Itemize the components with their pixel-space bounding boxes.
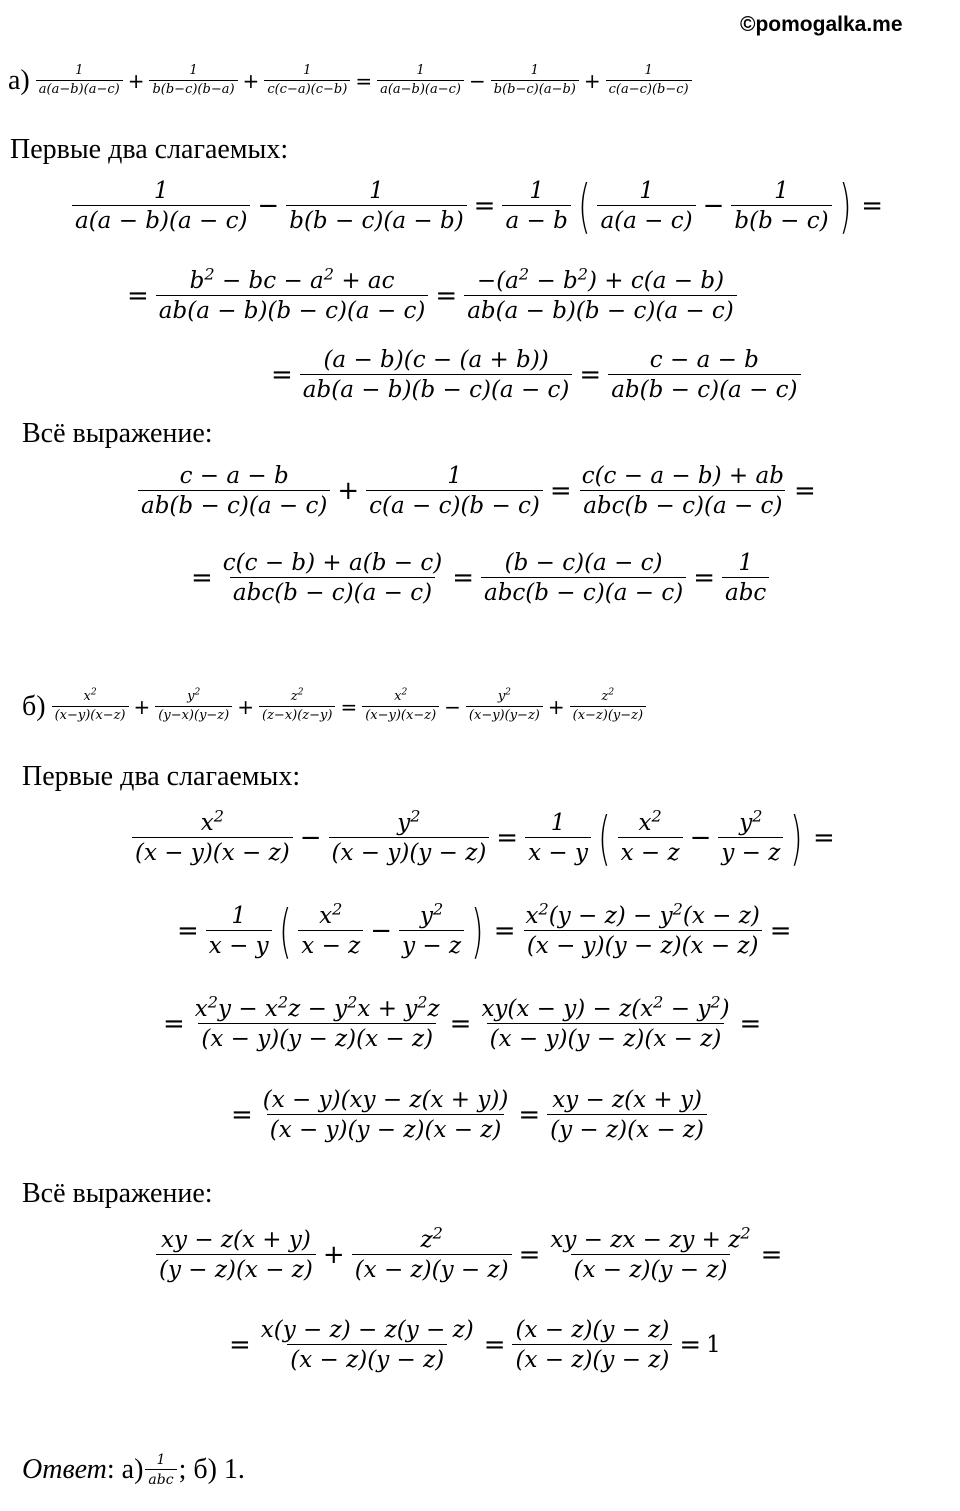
part-b-whole-label: Всё выражение: [22,1178,213,1209]
site-watermark: ©pomogalka.me [740,13,903,36]
part-b-step-2: = $\frac{1}{x - y}$ ( $\frac{x^2}{x - z}$ − $\frac{y^2}{y - z}$ ) = $\frac{x^2(y - z) - y^2(x - z)}{(x - y)(y - z)(x - z)}$ = [177,897,792,966]
part-a-step-1: $\frac{1}{a(a - b)(a - c)}$ − $\frac{1}{b(b - c)(a - b)}$ = $\frac{1}{a - b}$ ( $\frac{1}{a(a - c)}$ − $\frac{1}{b(b - c)}$ ) = [70,178,888,235]
part-b-step-4: = $\frac{(x - y)(xy - z(x + y))}{(x - y)(y - z)(x - z)}$ = $\frac{xy - z(x + y)}{(y - z)(x - z)}$ [226,1087,709,1144]
part-b-label: б) [22,690,46,722]
part-b-step-3: = $\frac{x^2y - x^2z - y^2x + y^2z}{(x - y)(y - z)(x - z)}$ = $\frac{xy(x - y) - z(x^2 - y^2)}{(x - y)(y - z)(x - z)}$ = [163,992,762,1053]
part-a-equation: а) $\frac{1}{a(a-b)(a-c)}$ + $\frac{1}{b(b-c)(b-a)}$ + $\frac{1}{c(c-a)(c-b)}$ = $\frac{1}{a(a-b)(a-c)}$ − $\frac{1}{b(b-c)(a-b)}$ + $\frac{1}{c(a-c)(b-c)}$ [8,64,694,98]
part-a-first-two-label: Первые два слагаемых: [10,134,289,165]
answer-line [22,1452,245,1488]
part-a-step-3: = $\frac{(a - b)(c - (a + b))}{ab(a - b)(b - c)(a - c)}$ = $\frac{c - a - b}{ab(b - c)(a - c)}$ [266,347,803,404]
part-a-whole-label: Всё выражение: [22,418,213,449]
answer-word: Ответ [22,1454,107,1486]
part-a-step-4: $\frac{c - a - b}{ab(b - c)(a - c)}$ + $\frac{1}{c(a - c)(b - c)}$ = $\frac{c(c - a - b) + ab}{\text{abc(b − c)(a − c)}}$ = [136,463,821,520]
part-b-equation: б) $\frac{x^2}{(x-y)(x-z)}$ + $\frac{y^2}{(y-x)(y-z)}$ + $\frac{z^2}{(z-x)(z-y)}$ = $\frac{x^2}{(x-y)(x-z)}$ − $\frac{y^2}{(x-y)(y-z)}$ + $\frac{z^2}{(x-z)(y-z)}$ [22,690,648,724]
part-b-first-two-label: Первые два слагаемых: [22,761,301,792]
part-a-label: а) [8,64,30,96]
part-a-step-5: = $\frac{c(c - b) + a(b - c)}{\text{abc(b − c)(a − c)}}$ = $\frac{(b - c)(a - c)}{\text{abc(b − c)(a − c)}}$ = $\frac{1}{\text{abc}}$ [186,550,771,607]
answer-fraction-den: abc [145,1469,176,1488]
part-a-step-2: = $\frac{b^2 - bc - a^2 + ac}{ab(a - b)(b - c)(a - c)}$ = $\frac{-(a^2 - b^2) + c(a - b)}{ab(a - b)(b - c)(a - c)}$ [122,268,739,325]
part-b-step-6: = $\frac{x(y - z) - z(y - z)}{(x - z)(y - z)}$ = $\frac{(x - z)(y - z)}{(x - z)(y - z)}$ = 1 [229,1317,721,1374]
answer-fraction [145,1452,176,1488]
answer-part-a-prefix: : а) [106,1454,144,1486]
part-b-step-1: $\frac{x^2}{(x - y)(x - z)}$ − $\frac{y^2}{(x - y)(y - z)}$ = $\frac{1}{x - y}$ ( $\frac{x^2}{x - z}$ − $\frac{y^2}{y - z}$ ) = [130,810,840,867]
part-b-step-5: $\frac{xy - z(x + y)}{(y - z)(x - z)}$ + $\frac{z^2}{(x - z)(y - z)}$ = $\frac{xy - zx - zy + z^2}{(x - z)(y - z)}$ = [154,1227,787,1284]
answer-fraction-num: 1 [156,1452,166,1468]
answer-part-b: ; б) 1. [178,1454,245,1486]
